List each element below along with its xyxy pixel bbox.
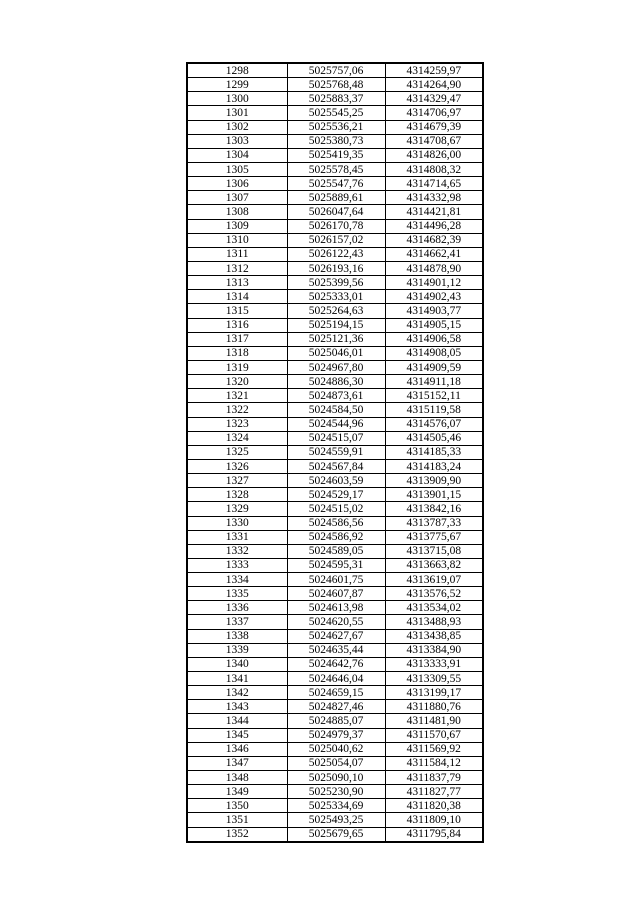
point-number-cell: 1316 bbox=[187, 318, 287, 332]
x-coordinate-cell: 5024635,44 bbox=[287, 643, 385, 657]
y-coordinate-cell: 4311820,38 bbox=[385, 799, 483, 813]
point-number-cell: 1317 bbox=[187, 332, 287, 346]
point-number-cell: 1313 bbox=[187, 276, 287, 290]
x-coordinate-cell: 5024607,87 bbox=[287, 587, 385, 601]
point-number-cell: 1315 bbox=[187, 304, 287, 318]
table-row bbox=[187, 290, 483, 304]
table-row bbox=[187, 587, 483, 601]
table-row bbox=[187, 474, 483, 488]
y-coordinate-cell: 4313309,55 bbox=[385, 672, 483, 686]
table-row bbox=[187, 516, 483, 530]
table-row bbox=[187, 233, 483, 247]
x-coordinate-cell: 5024515,02 bbox=[287, 502, 385, 516]
x-coordinate-cell: 5025380,73 bbox=[287, 134, 385, 148]
x-coordinate-cell: 5025536,21 bbox=[287, 120, 385, 134]
table-row bbox=[187, 205, 483, 219]
x-coordinate-cell: 5024642,76 bbox=[287, 657, 385, 671]
y-coordinate-cell: 4314708,67 bbox=[385, 134, 483, 148]
point-number-cell: 1343 bbox=[187, 700, 287, 714]
y-coordinate-cell: 4314714,65 bbox=[385, 177, 483, 191]
table-row bbox=[187, 558, 483, 572]
y-coordinate-cell: 4314903,77 bbox=[385, 304, 483, 318]
point-number-cell: 1332 bbox=[187, 544, 287, 558]
x-coordinate-cell: 5024659,15 bbox=[287, 686, 385, 700]
x-coordinate-cell: 5025333,01 bbox=[287, 290, 385, 304]
point-number-cell: 1304 bbox=[187, 148, 287, 162]
y-coordinate-cell: 4314911,18 bbox=[385, 375, 483, 389]
table-row bbox=[187, 276, 483, 290]
y-coordinate-cell: 4311481,90 bbox=[385, 714, 483, 728]
point-number-cell: 1322 bbox=[187, 403, 287, 417]
table-row bbox=[187, 657, 483, 671]
x-coordinate-cell: 5025883,37 bbox=[287, 92, 385, 106]
table-row bbox=[187, 488, 483, 502]
x-coordinate-cell: 5026193,16 bbox=[287, 261, 385, 275]
x-coordinate-cell: 5026122,43 bbox=[287, 247, 385, 261]
table-row bbox=[187, 120, 483, 134]
point-number-cell: 1306 bbox=[187, 177, 287, 191]
table-row bbox=[187, 403, 483, 417]
y-coordinate-cell: 4313901,15 bbox=[385, 488, 483, 502]
point-number-cell: 1314 bbox=[187, 290, 287, 304]
y-coordinate-cell: 4314878,90 bbox=[385, 261, 483, 275]
table-row bbox=[187, 177, 483, 191]
x-coordinate-cell: 5024620,55 bbox=[287, 615, 385, 629]
y-coordinate-cell: 4314808,32 bbox=[385, 162, 483, 176]
y-coordinate-cell: 4311809,10 bbox=[385, 813, 483, 827]
point-number-cell: 1339 bbox=[187, 643, 287, 657]
point-number-cell: 1305 bbox=[187, 162, 287, 176]
x-coordinate-cell: 5026157,02 bbox=[287, 233, 385, 247]
y-coordinate-cell: 4314332,98 bbox=[385, 191, 483, 205]
table-row bbox=[187, 106, 483, 120]
y-coordinate-cell: 4314909,59 bbox=[385, 360, 483, 374]
y-coordinate-cell: 4314682,39 bbox=[385, 233, 483, 247]
y-coordinate-cell: 4313438,85 bbox=[385, 629, 483, 643]
point-number-cell: 1346 bbox=[187, 742, 287, 756]
point-number-cell: 1298 bbox=[187, 63, 287, 78]
x-coordinate-cell: 5025230,90 bbox=[287, 785, 385, 799]
x-coordinate-cell: 5024627,67 bbox=[287, 629, 385, 643]
x-coordinate-cell: 5024979,37 bbox=[287, 728, 385, 742]
x-coordinate-cell: 5024586,92 bbox=[287, 530, 385, 544]
x-coordinate-cell: 5024595,31 bbox=[287, 558, 385, 572]
table-row bbox=[187, 756, 483, 770]
table-row bbox=[187, 672, 483, 686]
table-row bbox=[187, 261, 483, 275]
table-row bbox=[187, 530, 483, 544]
table-row bbox=[187, 360, 483, 374]
point-number-cell: 1347 bbox=[187, 756, 287, 770]
table-row bbox=[187, 375, 483, 389]
x-coordinate-cell: 5025046,01 bbox=[287, 346, 385, 360]
y-coordinate-cell: 4314906,58 bbox=[385, 332, 483, 346]
y-coordinate-cell: 4311569,92 bbox=[385, 742, 483, 756]
table-row bbox=[187, 700, 483, 714]
point-number-cell: 1351 bbox=[187, 813, 287, 827]
x-coordinate-cell: 5024885,07 bbox=[287, 714, 385, 728]
table-row bbox=[187, 686, 483, 700]
x-coordinate-cell: 5024559,91 bbox=[287, 445, 385, 459]
point-number-cell: 1329 bbox=[187, 502, 287, 516]
point-number-cell: 1321 bbox=[187, 389, 287, 403]
x-coordinate-cell: 5025419,35 bbox=[287, 148, 385, 162]
table-row bbox=[187, 219, 483, 233]
point-number-cell: 1311 bbox=[187, 247, 287, 261]
point-number-cell: 1341 bbox=[187, 672, 287, 686]
table-row bbox=[187, 162, 483, 176]
x-coordinate-cell: 5025090,10 bbox=[287, 771, 385, 785]
x-coordinate-cell: 5024515,07 bbox=[287, 431, 385, 445]
x-coordinate-cell: 5025679,65 bbox=[287, 827, 385, 842]
x-coordinate-cell: 5024589,05 bbox=[287, 544, 385, 558]
table-row bbox=[187, 459, 483, 473]
point-number-cell: 1333 bbox=[187, 558, 287, 572]
y-coordinate-cell: 4313663,82 bbox=[385, 558, 483, 572]
y-coordinate-cell: 4314908,05 bbox=[385, 346, 483, 360]
point-number-cell: 1336 bbox=[187, 601, 287, 615]
table-row bbox=[187, 134, 483, 148]
table-row bbox=[187, 502, 483, 516]
table-row bbox=[187, 63, 483, 78]
point-number-cell: 1309 bbox=[187, 219, 287, 233]
point-number-cell: 1308 bbox=[187, 205, 287, 219]
table-row bbox=[187, 332, 483, 346]
y-coordinate-cell: 4311570,67 bbox=[385, 728, 483, 742]
x-coordinate-cell: 5025334,69 bbox=[287, 799, 385, 813]
y-coordinate-cell: 4311827,77 bbox=[385, 785, 483, 799]
y-coordinate-cell: 4314264,90 bbox=[385, 78, 483, 92]
point-number-cell: 1330 bbox=[187, 516, 287, 530]
y-coordinate-cell: 4315119,58 bbox=[385, 403, 483, 417]
x-coordinate-cell: 5024646,04 bbox=[287, 672, 385, 686]
y-coordinate-cell: 4314826,00 bbox=[385, 148, 483, 162]
table-row bbox=[187, 785, 483, 799]
table-row bbox=[187, 799, 483, 813]
table-row bbox=[187, 629, 483, 643]
x-coordinate-cell: 5024584,50 bbox=[287, 403, 385, 417]
x-coordinate-cell: 5025578,45 bbox=[287, 162, 385, 176]
x-coordinate-cell: 5025121,36 bbox=[287, 332, 385, 346]
y-coordinate-cell: 4314662,41 bbox=[385, 247, 483, 261]
point-number-cell: 1327 bbox=[187, 474, 287, 488]
table-row bbox=[187, 742, 483, 756]
x-coordinate-cell: 5024529,17 bbox=[287, 488, 385, 502]
table-row bbox=[187, 417, 483, 431]
table-row bbox=[187, 813, 483, 827]
x-coordinate-cell: 5024886,30 bbox=[287, 375, 385, 389]
point-number-cell: 1325 bbox=[187, 445, 287, 459]
y-coordinate-cell: 4313576,52 bbox=[385, 587, 483, 601]
x-coordinate-cell: 5024613,98 bbox=[287, 601, 385, 615]
point-number-cell: 1338 bbox=[187, 629, 287, 643]
point-number-cell: 1301 bbox=[187, 106, 287, 120]
point-number-cell: 1312 bbox=[187, 261, 287, 275]
table-row bbox=[187, 191, 483, 205]
y-coordinate-cell: 4314183,24 bbox=[385, 459, 483, 473]
y-coordinate-cell: 4314496,28 bbox=[385, 219, 483, 233]
x-coordinate-cell: 5025547,76 bbox=[287, 177, 385, 191]
y-coordinate-cell: 4313775,67 bbox=[385, 530, 483, 544]
point-number-cell: 1328 bbox=[187, 488, 287, 502]
y-coordinate-cell: 4314329,47 bbox=[385, 92, 483, 106]
x-coordinate-cell: 5026170,78 bbox=[287, 219, 385, 233]
point-number-cell: 1299 bbox=[187, 78, 287, 92]
point-number-cell: 1326 bbox=[187, 459, 287, 473]
y-coordinate-cell: 4313619,07 bbox=[385, 573, 483, 587]
x-coordinate-cell: 5026047,64 bbox=[287, 205, 385, 219]
table-row bbox=[187, 827, 483, 842]
x-coordinate-cell: 5025399,56 bbox=[287, 276, 385, 290]
point-number-cell: 1335 bbox=[187, 587, 287, 601]
point-number-cell: 1350 bbox=[187, 799, 287, 813]
y-coordinate-cell: 4313333,91 bbox=[385, 657, 483, 671]
y-coordinate-cell: 4313488,93 bbox=[385, 615, 483, 629]
x-coordinate-cell: 5024601,75 bbox=[287, 573, 385, 587]
table-row bbox=[187, 148, 483, 162]
x-coordinate-cell: 5025757,06 bbox=[287, 63, 385, 78]
point-number-cell: 1340 bbox=[187, 657, 287, 671]
point-number-cell: 1310 bbox=[187, 233, 287, 247]
point-number-cell: 1334 bbox=[187, 573, 287, 587]
point-number-cell: 1307 bbox=[187, 191, 287, 205]
x-coordinate-cell: 5025194,15 bbox=[287, 318, 385, 332]
x-coordinate-cell: 5025040,62 bbox=[287, 742, 385, 756]
table-row bbox=[187, 544, 483, 558]
table-row bbox=[187, 78, 483, 92]
point-number-cell: 1331 bbox=[187, 530, 287, 544]
x-coordinate-cell: 5025889,61 bbox=[287, 191, 385, 205]
table-row bbox=[187, 573, 483, 587]
y-coordinate-cell: 4313715,08 bbox=[385, 544, 483, 558]
point-number-cell: 1320 bbox=[187, 375, 287, 389]
coordinates-table-body bbox=[187, 63, 483, 842]
y-coordinate-cell: 4314259,97 bbox=[385, 63, 483, 78]
coordinates-table bbox=[186, 62, 484, 843]
table-row bbox=[187, 247, 483, 261]
table-row bbox=[187, 92, 483, 106]
table-row bbox=[187, 615, 483, 629]
x-coordinate-cell: 5024586,56 bbox=[287, 516, 385, 530]
table-row bbox=[187, 728, 483, 742]
table-row bbox=[187, 431, 483, 445]
point-number-cell: 1349 bbox=[187, 785, 287, 799]
y-coordinate-cell: 4311584,12 bbox=[385, 756, 483, 770]
point-number-cell: 1302 bbox=[187, 120, 287, 134]
table-row bbox=[187, 643, 483, 657]
point-number-cell: 1319 bbox=[187, 360, 287, 374]
x-coordinate-cell: 5024967,80 bbox=[287, 360, 385, 374]
x-coordinate-cell: 5024827,46 bbox=[287, 700, 385, 714]
point-number-cell: 1318 bbox=[187, 346, 287, 360]
x-coordinate-cell: 5025493,25 bbox=[287, 813, 385, 827]
y-coordinate-cell: 4314902,43 bbox=[385, 290, 483, 304]
point-number-cell: 1337 bbox=[187, 615, 287, 629]
point-number-cell: 1300 bbox=[187, 92, 287, 106]
y-coordinate-cell: 4313534,02 bbox=[385, 601, 483, 615]
y-coordinate-cell: 4313842,16 bbox=[385, 502, 483, 516]
y-coordinate-cell: 4314901,12 bbox=[385, 276, 483, 290]
table-row bbox=[187, 389, 483, 403]
table-row bbox=[187, 304, 483, 318]
point-number-cell: 1324 bbox=[187, 431, 287, 445]
y-coordinate-cell: 4311880,76 bbox=[385, 700, 483, 714]
x-coordinate-cell: 5024873,61 bbox=[287, 389, 385, 403]
y-coordinate-cell: 4313199,17 bbox=[385, 686, 483, 700]
table-row bbox=[187, 771, 483, 785]
y-coordinate-cell: 4311795,84 bbox=[385, 827, 483, 842]
point-number-cell: 1345 bbox=[187, 728, 287, 742]
y-coordinate-cell: 4314706,97 bbox=[385, 106, 483, 120]
y-coordinate-cell: 4313909,90 bbox=[385, 474, 483, 488]
table-row bbox=[187, 445, 483, 459]
table-row bbox=[187, 714, 483, 728]
x-coordinate-cell: 5024544,96 bbox=[287, 417, 385, 431]
y-coordinate-cell: 4313384,90 bbox=[385, 643, 483, 657]
x-coordinate-cell: 5025264,63 bbox=[287, 304, 385, 318]
y-coordinate-cell: 4314185,33 bbox=[385, 445, 483, 459]
point-number-cell: 1323 bbox=[187, 417, 287, 431]
y-coordinate-cell: 4313787,33 bbox=[385, 516, 483, 530]
point-number-cell: 1348 bbox=[187, 771, 287, 785]
y-coordinate-cell: 4314421,81 bbox=[385, 205, 483, 219]
table-row bbox=[187, 601, 483, 615]
x-coordinate-cell: 5024567,84 bbox=[287, 459, 385, 473]
point-number-cell: 1352 bbox=[187, 827, 287, 842]
y-coordinate-cell: 4311837,79 bbox=[385, 771, 483, 785]
x-coordinate-cell: 5025768,48 bbox=[287, 78, 385, 92]
point-number-cell: 1344 bbox=[187, 714, 287, 728]
x-coordinate-cell: 5024603,59 bbox=[287, 474, 385, 488]
y-coordinate-cell: 4314505,46 bbox=[385, 431, 483, 445]
table-row bbox=[187, 346, 483, 360]
table-row bbox=[187, 318, 483, 332]
y-coordinate-cell: 4315152,11 bbox=[385, 389, 483, 403]
y-coordinate-cell: 4314576,07 bbox=[385, 417, 483, 431]
y-coordinate-cell: 4314905,15 bbox=[385, 318, 483, 332]
y-coordinate-cell: 4314679,39 bbox=[385, 120, 483, 134]
x-coordinate-cell: 5025054,07 bbox=[287, 756, 385, 770]
x-coordinate-cell: 5025545,25 bbox=[287, 106, 385, 120]
point-number-cell: 1342 bbox=[187, 686, 287, 700]
point-number-cell: 1303 bbox=[187, 134, 287, 148]
